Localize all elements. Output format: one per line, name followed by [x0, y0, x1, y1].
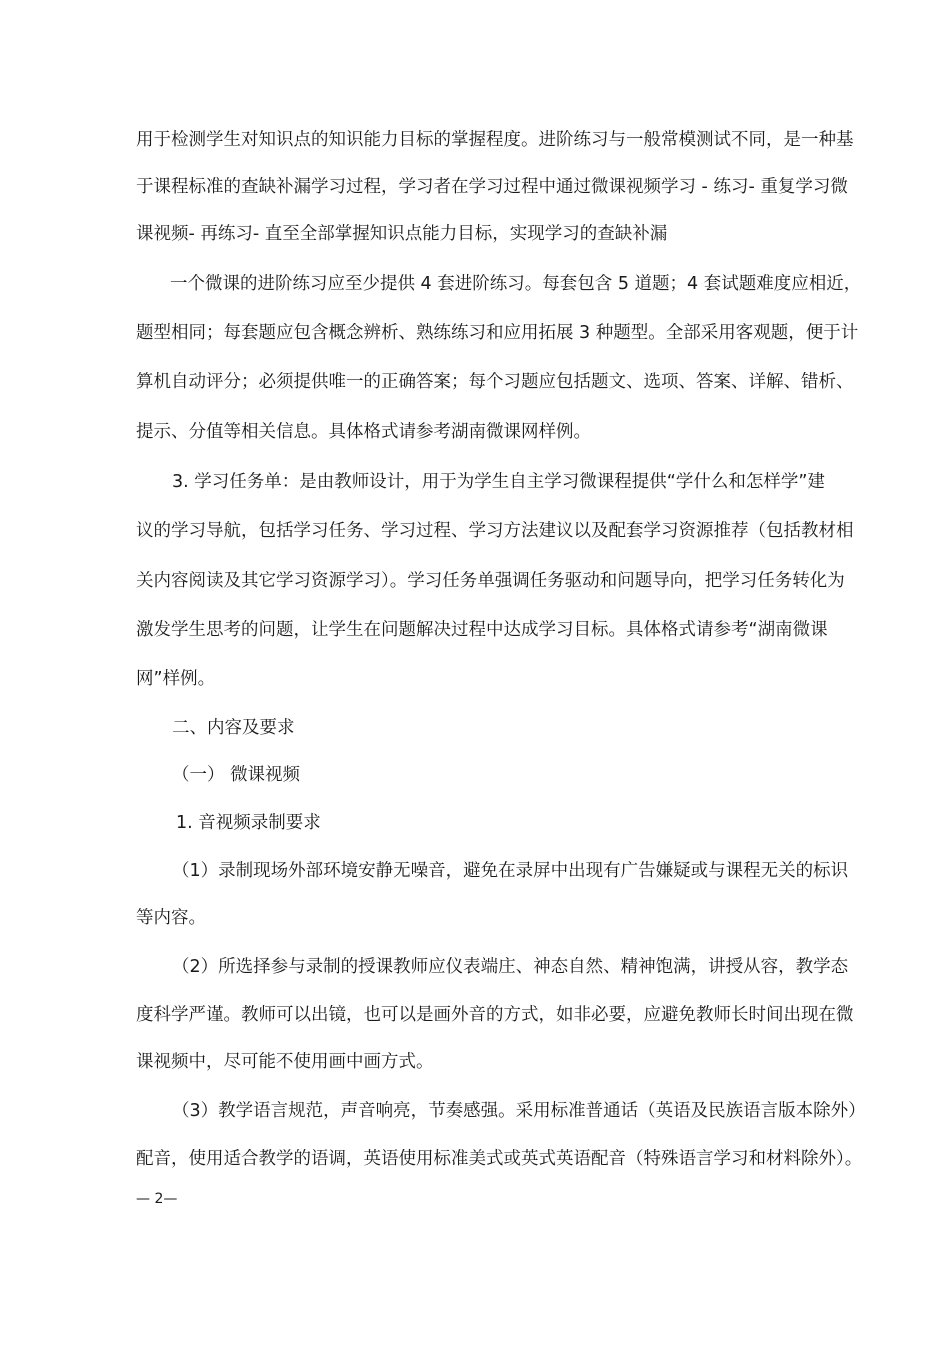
subsection-heading: （一） 微课视频: [172, 765, 301, 785]
paragraph-2-line-1: 一个微课的进阶练习应至少提供 4 套进阶练习。每套包含 5 道题；4 套试题难度应相近，: [170, 274, 862, 294]
paragraph-2-line-4: 提示、分值等相关信息。具体格式请参考湖南微课网样例。: [136, 422, 591, 442]
paragraph-3-line-1: 3. 学习任务单：是由教师设计，用于为学生自主学习微课程提供“学什么和怎样学”建: [172, 472, 825, 492]
paragraph-3-line-3: 关内容阅读及其它学习资源学习）。学习任务单强调任务驱动和问题导向，把学习任务转化为: [136, 571, 845, 591]
paragraph-3-line-4: 激发学生思考的问题，让学生在问题解决过程中达成学习目标。具体格式请参考“湖南微课: [136, 620, 828, 640]
page-number: — 2—: [136, 1191, 178, 1207]
paragraph-1-line-1: 用于检测学生对知识点的知识能力目标的掌握程度。进阶练习与一般常模测试不同，是一种基: [136, 130, 854, 150]
paragraph-5-line-2: 度科学严谨。教师可以出镜，也可以是画外音的方式，如非必要，应避免教师长时间出现在微: [136, 1005, 854, 1025]
paragraph-4-line-2: 等内容。: [136, 908, 206, 928]
paragraph-2-line-2: 题型相同；每套题应包含概念辨析、熟练练习和应用拓展 3 种题型。全部采用客观题，便于计: [136, 323, 859, 343]
paragraph-2-line-3: 算机自动评分；必须提供唯一的正确答案；每个习题应包括题文、选项、答案、详解、错析、: [136, 372, 854, 392]
paragraph-6-line-2: 配音，使用适合教学的语调，英语使用标准美式或英式英语配音（特殊语言学习和材料除外）。: [136, 1149, 863, 1169]
item-heading: 1. 音视频录制要求: [176, 813, 321, 833]
paragraph-6-line-1: （3）教学语言规范，声音响亮，节奏感强。采用标准普通话（英语及民族语言版本除外）: [172, 1101, 866, 1121]
paragraph-3-line-5: 网”样例。: [136, 669, 216, 689]
section-heading: 二、内容及要求: [172, 718, 295, 738]
paragraph-3-line-2: 议的学习导航，包括学习任务、学习过程、学习方法建议以及配套学习资源推荐（包括教材相: [136, 521, 854, 541]
paragraph-4-line-1: （1）录制现场外部环境安静无噪音，避免在录屏中出现有广告嫌疑或与课程无关的标识: [172, 861, 849, 881]
paragraph-1-line-2: 于课程标准的查缺补漏学习过程，学习者在学习过程中通过微课视频学习 - 练习- 重复学习微: [136, 177, 848, 197]
paragraph-1-line-3: 课视频- 再练习- 直至全部掌握知识点能力目标，实现学习的查缺补漏: [136, 224, 668, 244]
paragraph-5-line-1: （2）所选择参与录制的授课教师应仪表端庄、神态自然、精神饱满，讲授从容，教学态: [172, 957, 849, 977]
paragraph-5-line-3: 课视频中，尽可能不使用画中画方式。: [136, 1052, 434, 1072]
